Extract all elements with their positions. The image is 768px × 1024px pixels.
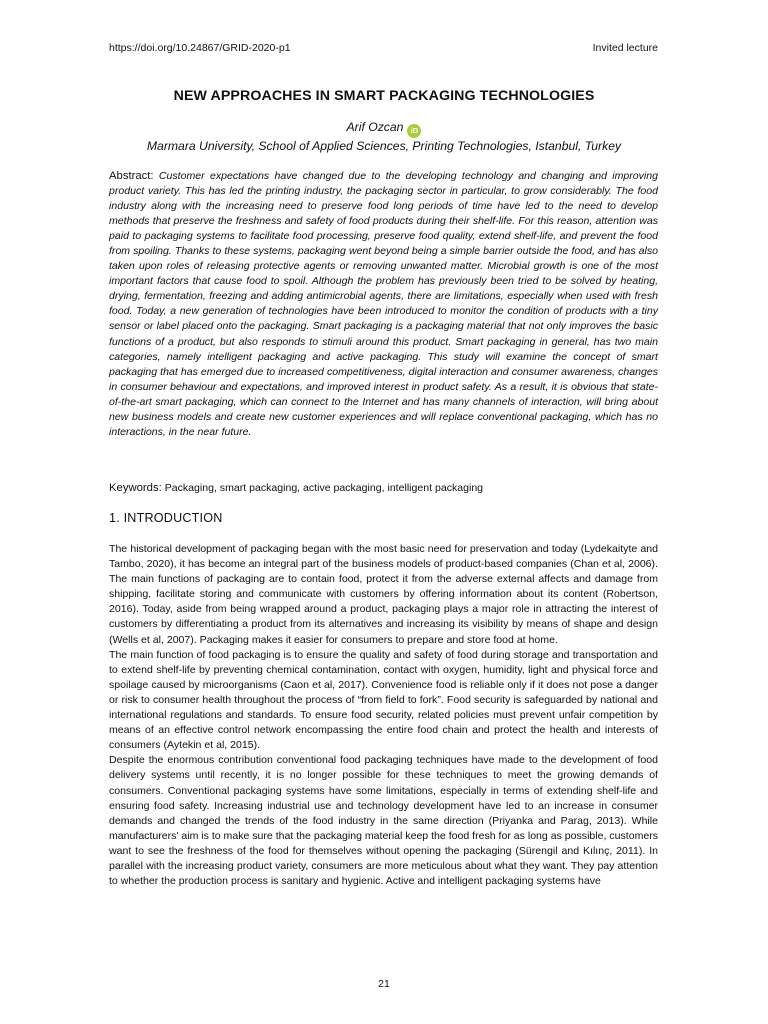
body-paragraph: The historical development of packaging began with the most basic need for preservation and today (Lydekaityte and Tambo, 2020), it has become an integral part of the business models of product-based companies (Chan et al, 2006). The main functions of packaging are to contain food, protect it from the adverse external affects and damage from shipping, facilitate storing and communicate with customers by offering information about its content (Robertson, 2016). Today, aside from being wrapped around a product, packaging plays a major role in attracting the interest of customers by differentiating a product from its alternatives and increasing its visibility by means of shape and design (Wells et al, 2007). Packaging makes it easier for consumers to prepare and store food at home. xyxy=(109,543,658,646)
abstract-label: Abstract: xyxy=(109,170,154,182)
body-paragraph: Despite the enormous contribution conventional food packaging techniques have made to the development of food delivery systems until recently, it is no longer possible for these techniques to meet the growing demands of consumers. Conventional packaging systems have some limitations, especially in terms of extending shelf-life and ensuring food safety. Increasing industrial use and technology development have led to an increase in consumer demands and changed the trends of the food industry in the same direction (Priyanka and Parag, 2013). While manufacturers' aim is to make sure that the packaging material keep the food fresh for as long as possible, customers want to see the freshness of the food for themselves without opening the packaging (Sürengil and Kılınç, 2011). In parallel with the increasing product variety, consumers are more meticulous about what they want. They pay attention to whether the production process is sanitary and hygienic. Active and intelligent packaging systems have xyxy=(109,754,658,888)
body-paragraph: The main function of food packaging is to ensure the quality and safety of food during storage and transportation and to extend shelf-life by preventing chemical contamination, contact with oxygen, humidity, light and physical force and spoilage caused by microorganisms (Caon et al, 2017). Convenience food is reliable only if it does not pose a danger or risk to consumer health throughout the process of “from field to fork”. Food security is safeguarded by national and international regulations and standards. To ensure food security, related policies must prevent unfair competition by means of an effective control network encompassing the entire food chain and protect the health and interests of consumers (Aytekin et al, 2015). xyxy=(109,648,658,752)
abstract xyxy=(109,169,658,440)
paper-title: NEW APPROACHES IN SMART PACKAGING TECHNOLOGIES xyxy=(173,88,595,104)
lecture-type-label: Invited lecture xyxy=(592,42,658,54)
page-number: 21 xyxy=(378,978,390,990)
keywords-text: Packaging, smart packaging, active packaging, intelligent packaging xyxy=(164,482,484,494)
author-name: Arif Ozcan xyxy=(346,120,404,134)
keywords-label: Keywords: xyxy=(109,482,162,494)
running-header xyxy=(109,42,658,58)
keywords xyxy=(109,481,658,496)
section-heading: 1. INTRODUCTION xyxy=(109,511,223,525)
doi-link[interactable]: https://doi.org/10.24867/GRID-2020-p1 xyxy=(109,42,291,54)
abstract-text: Customer expectations have changed due to the developing technology and changing and improving product variety. This has led the printing industry, the packaging sector in particular, to grow considerably. The food industry along with the increasing need to preserve food long periods of time have led to the need to develop methods that preserve the freshness and safety of food products during their shelf-life. For this reason, attention was paid to packaging systems to facilitate food processing, preserve food quality, extend shelf-life, and prevent the food from spoiling. Thanks to these systems, packaging went beyond being a simple barrier outside the food, and has also taken upon roles of releasing protective agents or removing unwanted matter. Microbial growth is one of the most important factors that cause food to spoil. Although the problem has previously been tried to be solved by heating, drying, fermentation, freezing and adding antimicrobial agents, there are limitations, especially when used with fresh food. Today, a new generation of technologies have been introduced to monitor the condition of products with a tiny sensor or label placed onto the packaging. Smart packaging is a packaging material that not only improves the basic functions of a product, but also responds to stimuli around this product. Smart packaging in general, has two main categories, namely intelligent packaging and active packaging. This study will examine the concept of smart packaging that has emerged due to increased competitiveness, digital interaction and consumer awareness, changes in consumer behaviour and expectations, and improved interest in product safety. As a result, it is obvious that state-of-the-art smart packaging, which can connect to the Internet and has many channels of interaction, will bring about new business models and create new customer experiences and will replace conventional packaging, which has no interactions, in the near future. xyxy=(109,170,659,438)
author-line xyxy=(0,120,768,138)
body-text xyxy=(109,542,658,889)
orcid-icon[interactable]: iD xyxy=(407,124,421,138)
author-affiliation: Marmara University, School of Applied Sciences, Printing Technologies, Istanbul, Turkey xyxy=(146,139,622,153)
